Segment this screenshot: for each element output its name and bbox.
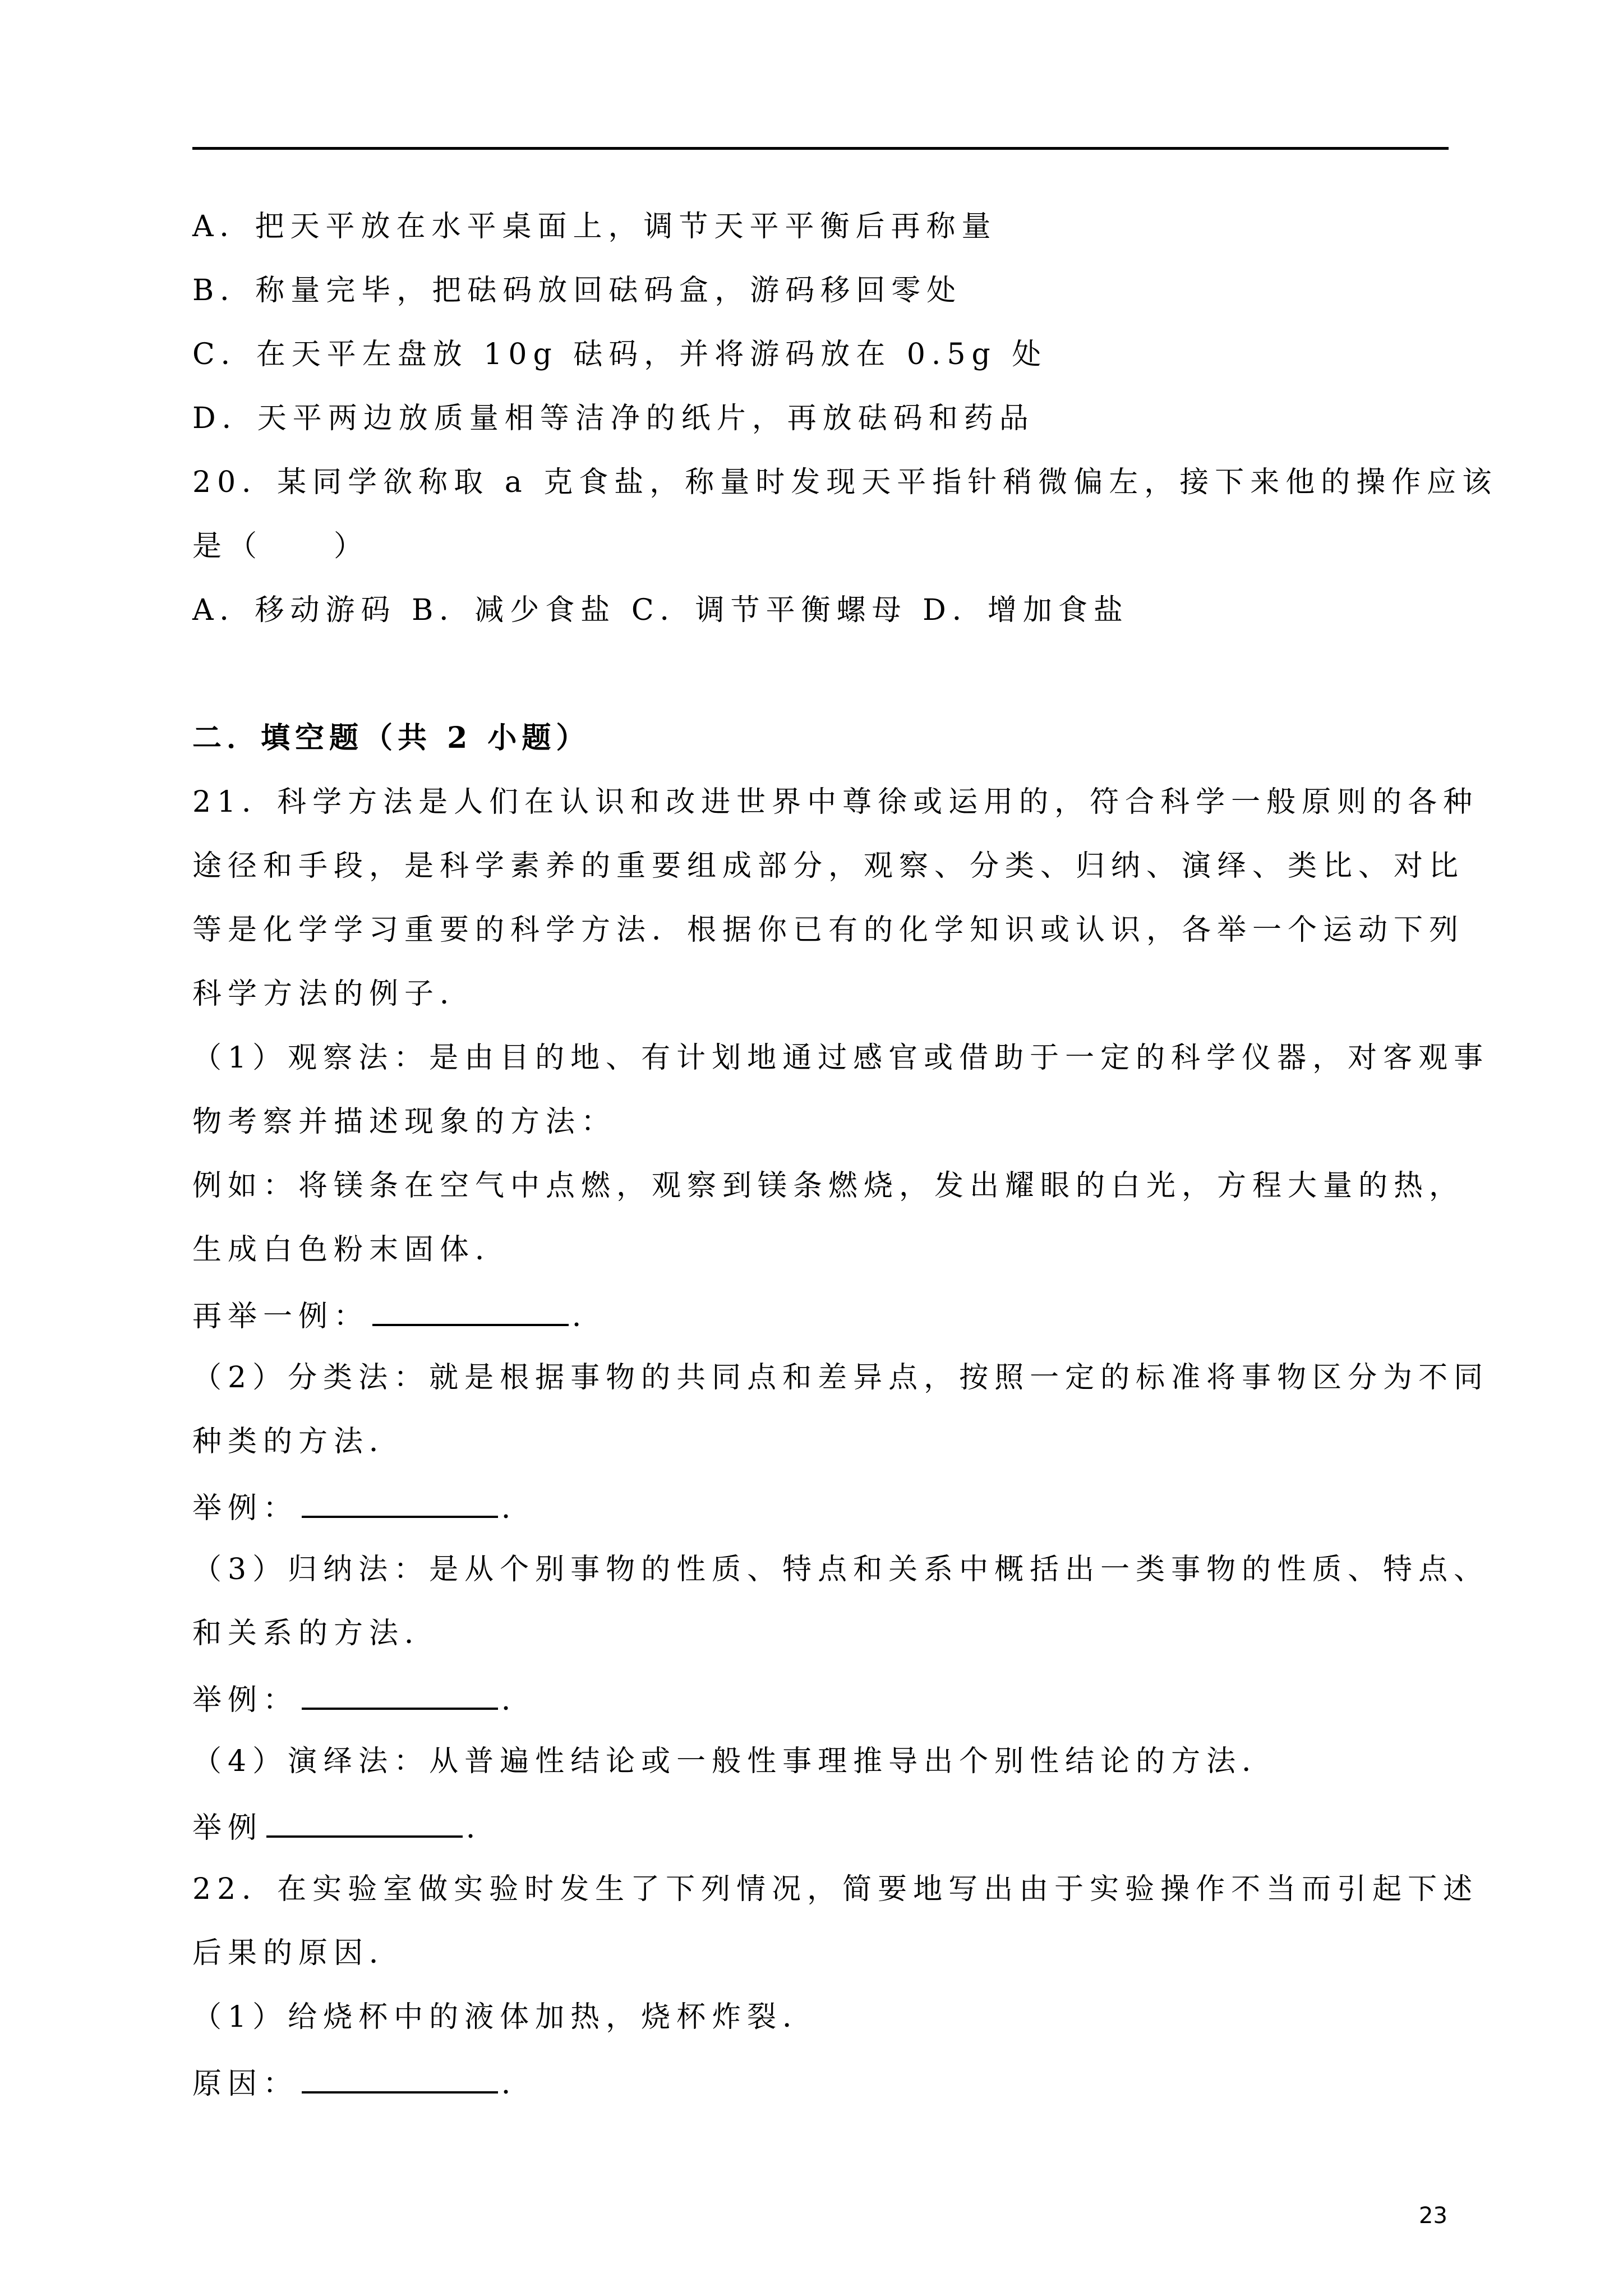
answer-blank[interactable] — [302, 2063, 498, 2093]
option-b: B．称量完毕，把砝码放回砝码盒，游码移回零处 — [192, 274, 962, 307]
option-d: D．天平两边放质量相等洁净的纸片，再放砝码和药品 — [192, 402, 1035, 435]
question-20-line-2: 是（ ） — [192, 530, 370, 563]
part-3-line-2: 和关系的方法． — [192, 1617, 440, 1650]
question-22-line-1: 22．在实验室做实验时发生了下列情况，简要地写出由于实验操作不当而引起下述 — [192, 1872, 1479, 1906]
question-21-line-3: 等是化学学习重要的科学方法．根据你已有的化学知识或认识，各举一个运动下列 — [192, 913, 1465, 947]
answer-blank[interactable] — [372, 1296, 569, 1326]
part-1-line-4: 生成白色粉末固体． — [192, 1233, 511, 1267]
part-4-answer-row — [192, 1807, 501, 1846]
answer-blank[interactable] — [266, 1807, 463, 1838]
answer-blank[interactable] — [302, 1680, 498, 1710]
answer-prompt: 举例： — [192, 1492, 299, 1525]
question-21-line-2: 途径和手段，是科学素养的重要组成部分，观察、分类、归纳、演绎、类比、对比 — [192, 849, 1465, 883]
answer-terminator: ． — [572, 1300, 608, 1333]
answer-terminator: ． — [501, 2067, 537, 2101]
question-21-line-1: 21．科学方法是人们在认识和改进世界中尊徐或运用的，符合科学一般原则的各种 — [192, 785, 1479, 819]
page-number: 23 — [1419, 2203, 1447, 2229]
answer-terminator: ． — [466, 1811, 502, 1845]
question-20-line-1: 20．某同学欲称取 a 克食盐，称量时发现天平指针稍微偏左，接下来他的操作应该 — [192, 466, 1498, 499]
answer-terminator: ． — [501, 1683, 537, 1717]
section-heading: 二．填空题（共 2 小题） — [192, 721, 591, 755]
option-c: C．在天平左盘放 10g 砝码，并将游码放在 0.5g 处 — [192, 338, 1048, 371]
header-rule — [192, 147, 1449, 150]
answer-prompt: 举例 — [192, 1811, 264, 1845]
option-a: A．把天平放在水平桌面上，调节天平平衡后再称量 — [192, 210, 997, 243]
part-1-answer-row — [192, 1296, 607, 1335]
question-22-answer-row — [192, 2063, 537, 2102]
answer-blank[interactable] — [302, 1488, 498, 1518]
answer-prompt: 原因： — [192, 2067, 299, 2101]
part-1-line-1: （1）观察法：是由目的地、有计划地通过感官或借助于一定的科学仪器，对客观事 — [192, 1041, 1490, 1075]
question-22-line-2: 后果的原因． — [192, 1936, 405, 1970]
part-2-line-2: 种类的方法． — [192, 1425, 405, 1458]
question-22-part-1: （1）给烧杯中的液体加热，烧杯炸裂． — [192, 2000, 818, 2034]
part-1-line-2: 物考察并描述现象的方法： — [192, 1105, 617, 1139]
answer-prompt: 举例： — [192, 1683, 299, 1717]
part-2-line-1: （2）分类法：就是根据事物的共同点和差异点，按照一定的标准将事物区分为不同 — [192, 1361, 1490, 1395]
part-4-line-1: （4）演绎法：从普遍性结论或一般性事理推导出个别性结论的方法． — [192, 1745, 1278, 1778]
part-3-line-1: （3）归纳法：是从个别事物的性质、特点和关系中概括出一类事物的性质、特点、 — [192, 1553, 1490, 1586]
question-21-line-4: 科学方法的例子． — [192, 977, 476, 1011]
answer-terminator: ． — [501, 1492, 537, 1525]
question-20-options: A．移动游码 B．减少食盐 C．调节平衡螺母 D．增加食盐 — [192, 593, 1129, 627]
part-3-answer-row — [192, 1680, 537, 1718]
answer-prompt: 再举一例： — [192, 1300, 370, 1333]
part-2-answer-row — [192, 1488, 537, 1526]
part-1-line-3: 例如：将镁条在空气中点燃，观察到镁条燃烧，发出耀眼的白光，方程大量的热， — [192, 1169, 1465, 1203]
